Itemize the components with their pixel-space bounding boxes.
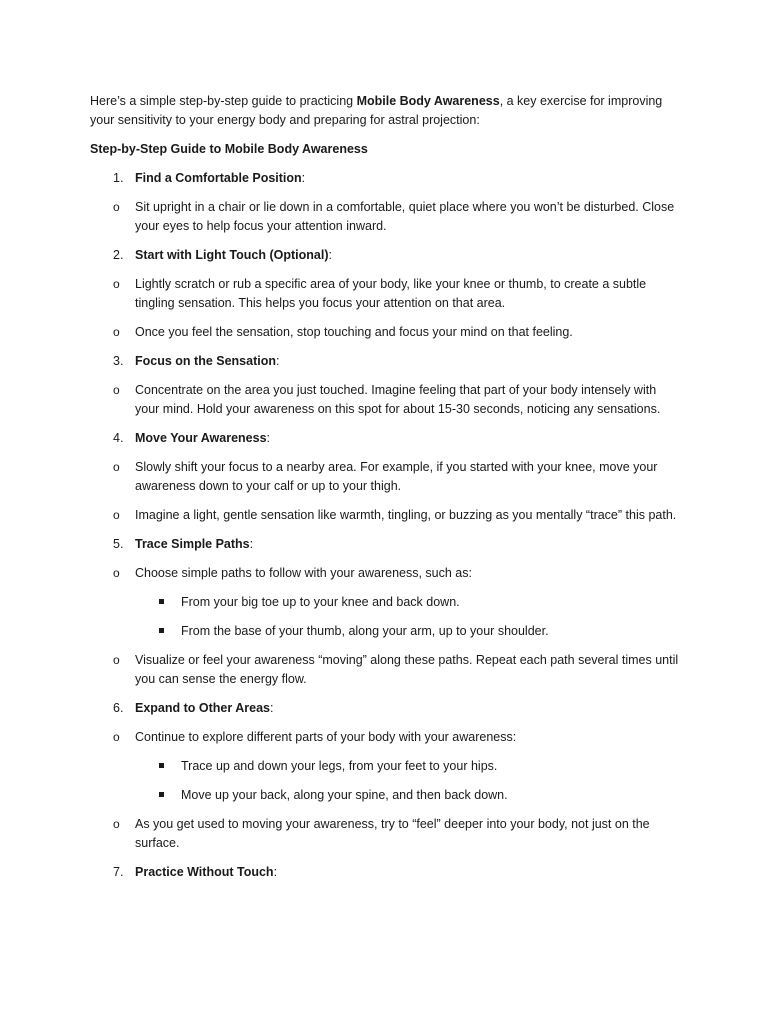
step-3: [90, 352, 680, 371]
sub-sub-item: [90, 622, 680, 641]
step-number: 7.: [113, 865, 124, 879]
sub-item: [90, 458, 680, 496]
square-bullet-icon: [159, 763, 164, 768]
circle-bullet-icon: o: [113, 566, 120, 580]
sub-item-text: As you get used to moving your awareness, try to “feel” deeper into your body, not just on the surface.: [135, 817, 650, 850]
sub-item: [90, 815, 680, 853]
step-heading: [113, 429, 680, 448]
sub-item-text: Visualize or feel your awareness “moving” along these paths. Repeat each path several times until you can sense the energy flow.: [135, 653, 679, 686]
step-number: 1.: [113, 171, 124, 185]
square-bullet-icon: [159, 628, 164, 633]
sub-item-text: Continue to explore different parts of your body with your awareness:: [135, 730, 517, 744]
step-heading: [113, 535, 680, 554]
sub-item-text: Concentrate on the area you just touched. Imagine feeling that part of your body intensely with your mind. Hold your awareness on this spot for about 15-30 seconds, noticing any sensations.: [135, 383, 661, 416]
circle-bullet-icon: o: [113, 508, 120, 522]
circle-bullet-icon: o: [113, 460, 120, 474]
intro-text: Here’s a simple step-by-step guide to practicing: [90, 94, 357, 108]
step-heading: [113, 246, 680, 265]
sub-item: [90, 323, 680, 342]
step-title: Trace Simple Paths: [135, 537, 250, 551]
sub-item-text: Choose simple paths to follow with your awareness, such as:: [135, 566, 472, 580]
step-7: [90, 863, 680, 882]
sub-item: [90, 651, 680, 689]
step-title: Expand to Other Areas: [135, 701, 270, 715]
step-heading: [113, 863, 680, 882]
step-colon: :: [328, 248, 332, 262]
step-colon: :: [266, 431, 271, 445]
step-1: [90, 169, 680, 188]
circle-bullet-icon: o: [113, 325, 120, 339]
step-heading: [113, 352, 680, 371]
step-number: 4.: [113, 431, 124, 445]
sub-sub-item: [90, 757, 680, 776]
sub-sub-item-text: Move up your back, along your spine, and then back down.: [181, 788, 508, 802]
intro-paragraph: [90, 92, 680, 130]
step-number: 3.: [113, 354, 124, 368]
step-4: [90, 429, 680, 448]
sub-sub-item-text: From your big toe up to your knee and back down.: [181, 595, 460, 609]
circle-bullet-icon: o: [113, 383, 120, 397]
sub-item-text: Once you feel the sensation, stop touching and focus your mind on that feeling.: [135, 325, 573, 339]
step-colon: :: [276, 354, 280, 368]
step-title: Focus on the Sensation: [135, 354, 276, 368]
document-page: [90, 92, 680, 892]
sub-item-text: Slowly shift your focus to a nearby area. For example, if you started with your knee, move your awareness down to your calf or up to your thigh.: [135, 460, 658, 493]
circle-bullet-icon: o: [113, 200, 120, 214]
step-title: Move Your Awareness: [135, 431, 267, 445]
intro-bold-term: Mobile Body Awareness: [356, 94, 500, 108]
step-number: 6.: [113, 701, 124, 715]
step-6: [90, 699, 680, 718]
circle-bullet-icon: o: [113, 730, 120, 744]
circle-bullet-icon: o: [113, 653, 120, 667]
sub-item-text: Lightly scratch or rub a specific area of your body, like your knee or thumb, to create a subtle tingling sensation. This helps you focus your attention on that area.: [135, 277, 647, 310]
circle-bullet-icon: o: [113, 277, 120, 291]
sub-sub-item: [90, 786, 680, 805]
sub-item: [90, 381, 680, 419]
step-number: 2.: [113, 248, 124, 262]
step-2: [90, 246, 680, 265]
sub-item: [90, 275, 680, 313]
step-heading: [113, 169, 680, 188]
step-heading: [113, 699, 680, 718]
sub-sub-item: [90, 593, 680, 612]
step-colon: :: [270, 701, 274, 715]
step-title: Find a Comfortable Position: [135, 171, 302, 185]
sub-item: [90, 564, 680, 583]
square-bullet-icon: [159, 599, 164, 604]
step-colon: :: [301, 171, 306, 185]
sub-item-text: Sit upright in a chair or lie down in a comfortable, quiet place where you won’t be disturbed. Close your eyes to help focus your attention inward.: [135, 200, 675, 233]
sub-sub-item-text: From the base of your thumb, along your arm, up to your shoulder.: [181, 624, 549, 638]
sub-item: [90, 198, 680, 236]
square-bullet-icon: [159, 792, 164, 797]
step-title: Start with Light Touch (Optional): [135, 248, 329, 262]
step-colon: :: [249, 537, 254, 551]
sub-item: [90, 728, 680, 747]
circle-bullet-icon: o: [113, 817, 120, 831]
sub-item: [90, 506, 680, 525]
step-title: Practice Without Touch: [135, 865, 274, 879]
step-number: 5.: [113, 537, 124, 551]
step-5: [90, 535, 680, 554]
guide-title: Step-by-Step Guide to Mobile Body Awareness: [90, 142, 368, 156]
intro-text-end: , a key exercise for improving your sensitivity to your energy body and preparing for astral projection:: [90, 94, 663, 127]
sub-item-text: Imagine a light, gentle sensation like warmth, tingling, or buzzing as you mentally “trace” this path.: [135, 508, 677, 522]
sub-sub-item-text: Trace up and down your legs, from your feet to your hips.: [181, 759, 498, 773]
step-colon: :: [273, 865, 278, 879]
